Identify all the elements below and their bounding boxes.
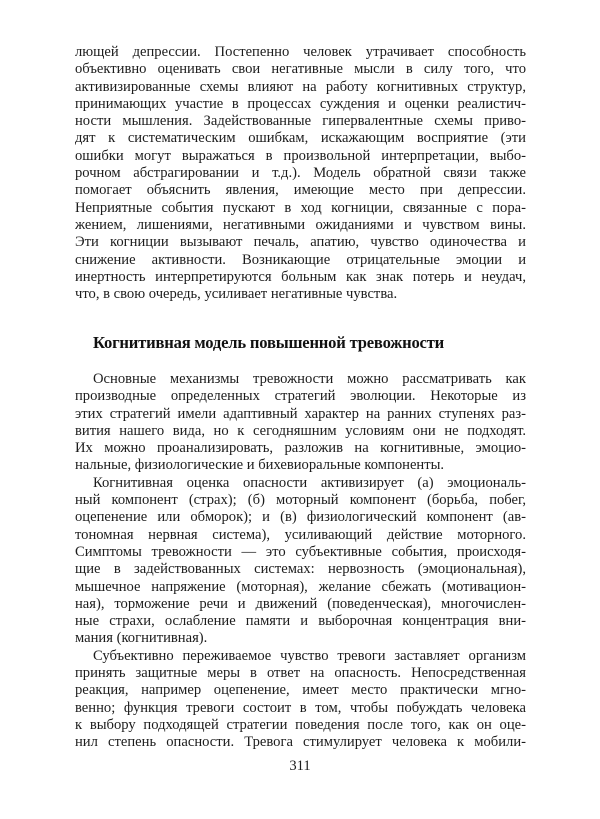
text-line: объективно оценивать свои негативные мысли в силу того, что: [75, 61, 526, 78]
text-line: Основные механизмы тревожности можно рассматривать как: [93, 371, 526, 387]
text-line: активизированные схемы влияют на работу когнитивных структур,: [75, 78, 526, 95]
text-line: Когнитивная оценка опасности активизирует (а) эмоциональ-: [93, 474, 526, 491]
text-line: что, в свою очередь, усиливает негативные чувства.: [75, 286, 398, 303]
text-line: щие в задействованных системах: нервозность (эмоциональная),: [75, 561, 526, 578]
text-line: инертность интерпретируются больным как знак потерь и неудач,: [75, 268, 526, 285]
text-line: Субъективно переживаемое чувство тревоги заставляет организм: [93, 647, 526, 664]
text-line: нальные, физиологические и бихевиоральные компоненты.: [75, 457, 445, 474]
text-line: принять защитные меры в ответ на опасность. Непосредственная: [75, 665, 526, 682]
text-line: производные определенных стратегий эволюции. Некоторые из: [75, 388, 526, 405]
text-line: вития нашего вида, но к сегодняшним условиям они не подходят.: [75, 422, 526, 439]
text-line: Неприятные события пускают в ход когниции, связанные с пора-: [75, 199, 526, 216]
text-line: ный компонент (страх); (б) моторный компонент (борьба, побег,: [75, 492, 526, 509]
paragraph-subjective-anxiety: [75, 648, 526, 752]
text-line: жением, лишениями, негативными ожиданиями и чувством вины.: [75, 216, 526, 233]
text-line: Эти когниции вызывают печаль, апатию, чувство одиночества и: [75, 234, 526, 251]
text-line: рочном абстрагировании и т.д.). Модель обратной связи также: [75, 165, 526, 182]
text-line: реакция, например оцепенение, имеет место практически мгно-: [75, 682, 526, 699]
text-line: снижение активности. Возникающие отрицательные эмоции и: [75, 251, 526, 268]
text-line: ные страхи, ослабление памяти и выборочная концентрация вни-: [75, 613, 526, 630]
text-line: дят к систематическим ошибкам, искажающим восприятие (эти: [75, 130, 526, 147]
text-line: мышечное напряжение (моторная), желание сбежать (мотивацион-: [75, 578, 526, 595]
section-heading: Когнитивная модель повышенной тревожности: [93, 333, 445, 352]
text-line: Их можно проанализировать, разложив на когнитивные, эмоцио-: [75, 440, 526, 457]
text-line: лющей депрессии. Постепенно человек утрачивает способность: [75, 44, 526, 60]
text-line: ошибки могут выражаться в произвольной интерпретации, выбо-: [75, 147, 526, 164]
text-line: тономная нервная система), усиливающий действие моторного.: [75, 526, 526, 543]
paragraph-mechanisms: [75, 371, 526, 475]
paragraph-depression-continued: [75, 44, 526, 303]
text-line: к выбору подходящей стратегии поведения после того, как он оце-: [75, 716, 526, 733]
text-line: этих стратегий имели адаптивный характер на ранних ступенях раз-: [75, 405, 526, 422]
text-line: принимающих участие в процессах суждения и оценки реалистич-: [75, 95, 526, 112]
page-number: 311: [289, 758, 311, 774]
text-line: мания (когнитивная).: [75, 630, 208, 647]
text-line: оцепенение или обморок); и (в) физиологический компонент (ав-: [75, 509, 526, 526]
text-line: Симптомы тревожности — это субъективные события, происходя-: [75, 543, 526, 560]
paragraph-cognitive-assessment: [75, 475, 526, 648]
text-line: помогает объяснить явления, имеющие место при депрессии.: [75, 182, 526, 199]
text-line: ности мышления. Задействованные гипервалентные схемы приво-: [75, 113, 526, 130]
text-line: ная), торможение речи и движений (поведенческая), многочислен-: [75, 595, 526, 612]
section-anxiety-model: [75, 371, 526, 752]
text-line: венно; функция тревоги состоит в том, чтобы побуждать человека: [75, 699, 526, 716]
text-line: нил степень опасности. Тревога стимулирует человека к мобили-: [75, 734, 526, 751]
